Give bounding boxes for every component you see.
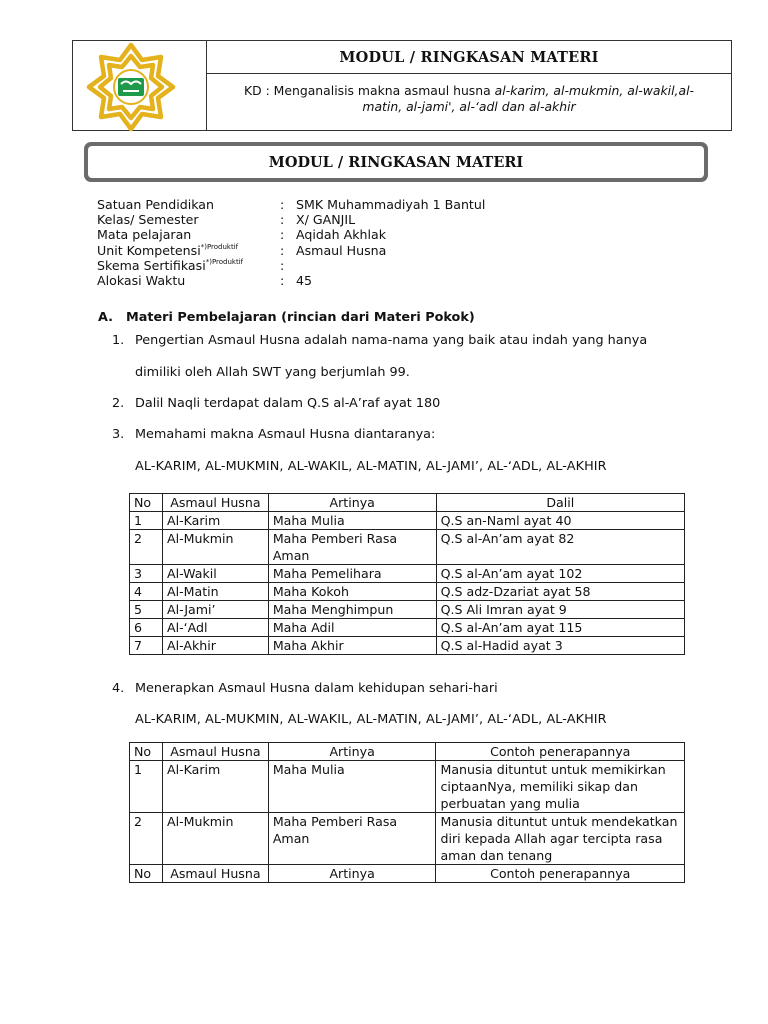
muhammadiyah-sun-logo-icon (83, 39, 179, 135)
table-cell: Maha Mulia (268, 512, 436, 530)
kd-prefix: KD : Menganalisis makna asmaul husna (243, 83, 495, 98)
info-label: Kelas/ Semester (97, 212, 199, 228)
table-cell: Maha Menghimpun (268, 601, 436, 619)
info-value: Asmaul Husna (296, 242, 387, 258)
header-title: MODUL / RINGKASAN MATERI (207, 41, 731, 74)
item-text: Menerapkan Asmaul Husna dalam kehidupan sehari-hari (135, 681, 498, 696)
info-colon: : (280, 242, 285, 258)
item-number: 1. (112, 333, 125, 348)
info-label: Alokasi Waktu (97, 272, 186, 288)
asmaul-husna-list: AL-KARIM, AL-MUKMIN, AL-WAKIL, AL-MATIN, AL-JAMI’, AL-‘ADL, AL-AKHIR (135, 712, 607, 727)
info-colon: : (280, 212, 285, 228)
table-cell: Manusia dituntut untuk mendekatkan diri kepada Allah agar tercipta rasa aman dan tenang (436, 813, 685, 865)
table-row (130, 565, 685, 583)
table-cell: Q.S al-An’am ayat 115 (436, 619, 684, 637)
header-cell: Dalil (436, 494, 684, 512)
header-cell: No (130, 865, 163, 883)
section-title: Materi Pembelajaran (rincian dari Materi Pokok) (126, 310, 475, 325)
header-cell: Artinya (268, 494, 436, 512)
info-colon: : (280, 227, 285, 243)
table-cell: 3 (130, 565, 163, 583)
table-header-row (130, 494, 685, 512)
table-cell: Maha Pemberi Rasa Aman (268, 813, 436, 865)
table-cell: Q.S al-An’am ayat 82 (436, 530, 684, 565)
table-cell: Maha Mulia (268, 761, 436, 813)
table-cell: 1 (130, 512, 163, 530)
info-label (97, 258, 243, 273)
info-label (97, 243, 238, 258)
table-cell: Manusia dituntut untuk memikirkan ciptaanNya, memiliki sikap dan perbuatan yang mulia (436, 761, 685, 813)
table-header-row (130, 743, 685, 761)
penerapan-table (129, 742, 685, 883)
item-number: 4. (112, 681, 125, 696)
title-banner (84, 142, 708, 182)
header-cell: Asmaul Husna (162, 865, 268, 883)
item-text: Memahami makna Asmaul Husna diantaranya: (135, 427, 436, 442)
banner-title: MODUL / RINGKASAN MATERI (88, 146, 704, 178)
table-cell: 6 (130, 619, 163, 637)
table-cell: 7 (130, 637, 163, 655)
table-cell: Maha Adil (268, 619, 436, 637)
makna-table (129, 493, 685, 655)
info-label-note: *)Produktif (205, 257, 244, 266)
table-header-row-repeated (130, 865, 685, 883)
section-letter: A. (98, 310, 114, 325)
item-text-continued: dimiliki oleh Allah SWT yang berjumlah 99. (135, 365, 410, 380)
table-cell: Al-‘Adl (162, 619, 268, 637)
table-cell: Q.S an-Naml ayat 40 (436, 512, 684, 530)
table-cell: Al-Matin (162, 583, 268, 601)
table-cell: 2 (130, 813, 163, 865)
table-cell: Al-Karim (162, 512, 268, 530)
kd-statement (213, 83, 725, 115)
header-cell: No (130, 743, 163, 761)
table-cell: Al-Karim (162, 761, 268, 813)
header-cell: Contoh penerapannya (436, 865, 685, 883)
info-label: Satuan Pendidikan (97, 197, 214, 212)
table-cell: Q.S Ali Imran ayat 9 (436, 601, 684, 619)
table-cell: Al-Akhir (162, 637, 268, 655)
header-cell: No (130, 494, 163, 512)
table-cell: Q.S adz-Dzariat ayat 58 (436, 583, 684, 601)
table-cell: 4 (130, 583, 163, 601)
table-row (130, 530, 685, 565)
item-text: Pengertian Asmaul Husna adalah nama-nama yang baik atau indah yang hanya (135, 333, 648, 348)
item-number: 2. (112, 396, 125, 411)
table-row (130, 601, 685, 619)
table-cell: Maha Kokoh (268, 583, 436, 601)
info-value: X/ GANJIL (296, 212, 356, 228)
info-label: Mata pelajaran (97, 227, 192, 243)
info-value: 45 (296, 272, 313, 288)
table-cell: 1 (130, 761, 163, 813)
logo-cell (73, 41, 207, 130)
table-row (130, 813, 685, 865)
table-cell: Al-Mukmin (162, 813, 268, 865)
info-label-text: Unit Kompetensi (97, 242, 201, 258)
table-row (130, 761, 685, 813)
item-number: 3. (112, 427, 125, 442)
header-cell: Contoh penerapannya (436, 743, 685, 761)
table-cell: Maha Akhir (268, 637, 436, 655)
info-colon: : (280, 272, 285, 288)
info-label-note: *)Produktif (200, 242, 239, 251)
table-row (130, 637, 685, 655)
module-header (72, 40, 732, 131)
asmaul-husna-list: AL-KARIM, AL-MUKMIN, AL-WAKIL, AL-MATIN, AL-JAMI’, AL-‘ADL, AL-AKHIR (135, 459, 607, 474)
kd-terms-continued: matin, al-jami', al-‘adl dan al-akhir (362, 99, 576, 114)
table-row (130, 583, 685, 601)
header-cell: Asmaul Husna (162, 494, 268, 512)
item-text: Dalil Naqli terdapat dalam Q.S al-A’raf ayat 180 (135, 396, 441, 411)
header-cell: Asmaul Husna (162, 743, 268, 761)
info-label-text: Skema Sertifikasi (97, 257, 206, 273)
table-row (130, 512, 685, 530)
header-cell: Artinya (268, 865, 436, 883)
info-value: SMK Muhammadiyah 1 Bantul (296, 197, 486, 212)
header-cell: Artinya (268, 743, 436, 761)
table-row (130, 619, 685, 637)
table-cell: Al-Jami’ (162, 601, 268, 619)
table-cell: Maha Pemelihara (268, 565, 436, 583)
table-cell: Q.S al-Hadid ayat 3 (436, 637, 684, 655)
section-heading (98, 310, 475, 325)
table-cell: 5 (130, 601, 163, 619)
table-cell: 2 (130, 530, 163, 565)
table-cell: Maha Pemberi Rasa Aman (268, 530, 436, 565)
table-cell: Al-Mukmin (162, 530, 268, 565)
table-cell: Q.S al-An’am ayat 102 (436, 565, 684, 583)
table-cell: Al-Wakil (162, 565, 268, 583)
info-colon: : (280, 257, 285, 273)
info-value: Aqidah Akhlak (296, 227, 386, 243)
info-colon: : (280, 197, 285, 212)
kd-terms: al-karim, al-mukmin, al-wakil,al- (494, 83, 695, 98)
